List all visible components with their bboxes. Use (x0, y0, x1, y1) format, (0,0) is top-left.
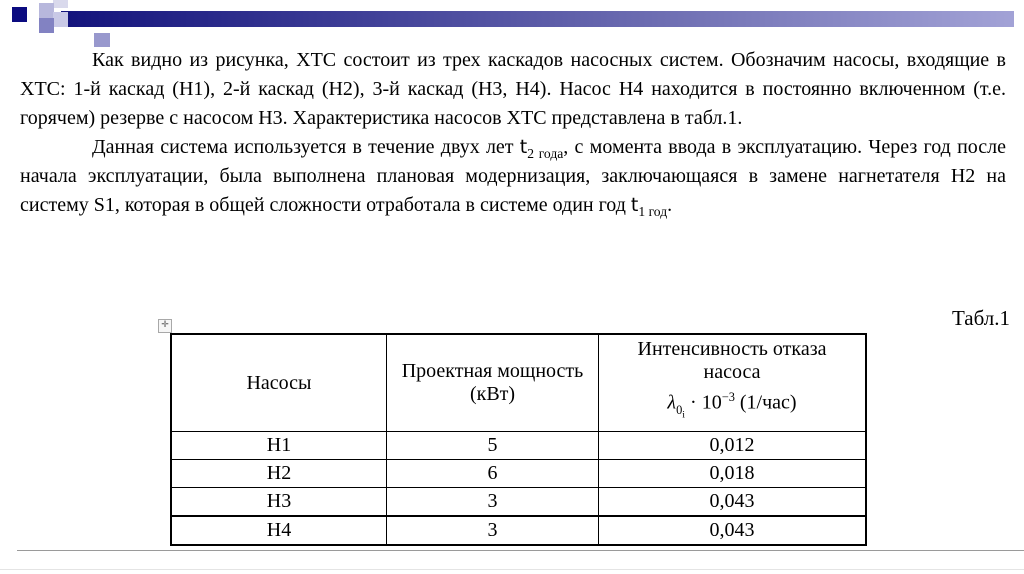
subscript-t1: 1 год (638, 204, 668, 219)
table-row (171, 516, 866, 545)
variable-t1: t (630, 194, 639, 216)
col-header-pumps[interactable]: Насосы (171, 334, 387, 432)
cell-rate[interactable]: 0,043 (599, 516, 867, 545)
cell-power[interactable]: 3 (387, 488, 599, 517)
bottom-rule (17, 550, 1024, 551)
header-line: Интенсивность отказа (637, 337, 827, 360)
cell-rate[interactable]: 0,012 (599, 432, 867, 460)
cell-pump[interactable]: Н2 (171, 460, 387, 488)
formula-sub-i: i (682, 409, 686, 421)
cell-power[interactable]: 5 (387, 432, 599, 460)
formula-unit: (1/час) (734, 391, 797, 414)
cell-power[interactable]: 3 (387, 516, 599, 545)
table-row (171, 460, 866, 488)
cell-rate[interactable]: 0,043 (599, 488, 867, 517)
decor-square-light (53, 12, 68, 27)
pump-table (170, 333, 867, 546)
decor-square-medium (39, 18, 54, 33)
subscript-t2: 2 года (527, 146, 564, 161)
formula-exponent: −3 (721, 389, 735, 404)
decor-square-pale (53, 0, 68, 8)
paragraph-system-description[interactable] (20, 46, 1006, 133)
header-line: насоса (703, 360, 761, 383)
paragraph-text: . (667, 194, 673, 216)
paragraph-text: Как видно из рисунка, ХТС состоит из трех каскадов насосных систем. Обозначим насосы, входящие в ХТС: 1-й каскад (Н1), 2-й каскад (Н2), 3-й каскад (Н3, Н4). Насос Н4 находится в постоянно включенном (т.е. горячем) резерве с насосом Н3. Характеристика насосов ХТС представлена в табл.1. (20, 49, 1006, 129)
cell-power[interactable]: 6 (387, 460, 599, 488)
cell-pump[interactable]: Н4 (171, 516, 387, 545)
col-header-power[interactable] (387, 334, 599, 432)
table-move-handle-icon[interactable]: ✛ (158, 319, 172, 333)
paragraph-operation-history[interactable] (20, 133, 1006, 220)
table-row (171, 432, 866, 460)
cell-pump[interactable]: Н3 (171, 488, 387, 517)
formula-dot: · (685, 391, 702, 414)
paragraph-text: , с момента ввода в эксплуатацию. Через год после начала эксплуатации, была выполнена плановая модернизация, заключающаяся в замене нагнетателя Н2 на систему S1, которая в общей сложности отработала в системе один год (20, 136, 1006, 216)
decor-square-lavender (39, 3, 54, 18)
paragraph-text: Данная система используется в течение двух лет (92, 136, 520, 158)
table-row (171, 488, 866, 517)
table-caption: Табл.1 (951, 306, 1010, 330)
lambda-symbol: λ (667, 391, 677, 414)
bottom-rule-faint (0, 569, 1024, 570)
lambda-formula (599, 384, 865, 428)
header-line: Проектная мощность (401, 360, 584, 382)
decor-square-below-bar (94, 33, 110, 47)
cell-rate[interactable]: 0,018 (599, 460, 867, 488)
body-text (20, 46, 1006, 220)
header-line: (кВт) (469, 383, 516, 405)
variable-t2: t (519, 136, 528, 158)
col-header-failure-rate[interactable] (599, 334, 867, 432)
header-gradient-bar (61, 11, 1014, 27)
cell-pump[interactable]: Н1 (171, 432, 387, 460)
formula-sub-zero: 0 (676, 402, 683, 417)
formula-base: 10 (701, 391, 722, 414)
decor-square-navy (12, 7, 27, 22)
table-header-row (171, 334, 866, 432)
